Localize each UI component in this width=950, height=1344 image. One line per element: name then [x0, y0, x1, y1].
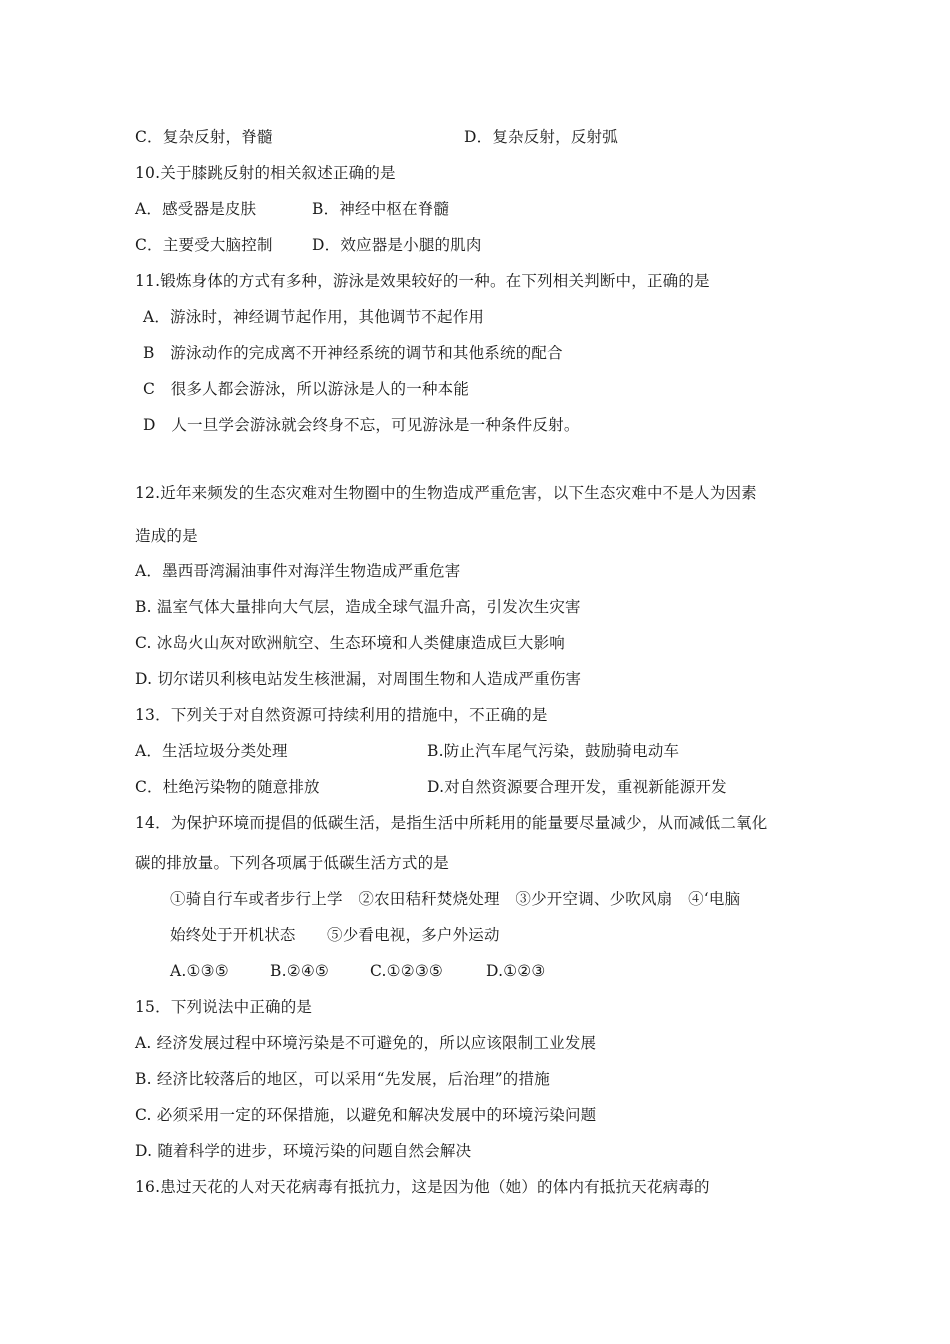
q12-stem-line2: 造成的是 — [135, 527, 198, 545]
q13-option-d: D.对自然资源要合理开发，重视新能源开发 — [427, 778, 727, 796]
q9-option-c: C．复杂反射，脊髓 — [135, 128, 273, 146]
q10-option-b: B．神经中枢在脊髓 — [312, 200, 450, 218]
q11-stem: 11.锻炼身体的方式有多种，游泳是效果较好的一种。在下列相关判断中，正确的是 — [135, 272, 710, 290]
q14-option-b: B.②④⑤ — [270, 962, 330, 980]
q15-option-c: C. 必须采用一定的环保措施，以避免和解决发展中的环境污染问题 — [135, 1106, 597, 1124]
q14-option-d: D.①②③ — [486, 962, 546, 980]
q15-stem: 15．下列说法中正确的是 — [135, 998, 313, 1016]
q12-stem-line1: 12.近年来频发的生态灾难对生物圈中的生物造成严重危害，以下生态灾难中不是人为因素 — [135, 484, 757, 502]
q10-stem: 10.关于膝跳反射的相关叙述正确的是 — [135, 164, 396, 182]
q11-option-a: A．游泳时，神经调节起作用，其他调节不起作用 — [143, 308, 485, 326]
q11-option-d: D 人一旦学会游泳就会终身不忘，可见游泳是一种条件反射。 — [143, 416, 580, 434]
q14-stem-line1: 14．为保护环境而提倡的低碳生活，是指生活中所耗用的能量要尽量减少，从而减低二氧化 — [135, 814, 768, 832]
q14-stem-line2: 碳的排放量。下列各项属于低碳生活方式的是 — [135, 854, 450, 872]
q10-option-c: C．主要受大脑控制 — [135, 236, 273, 254]
q14-items-line2: 始终处于开机状态 ⑤少看电视，多户外运动 — [170, 926, 500, 944]
q12-option-c: C. 冰岛火山灰对欧洲航空、生态环境和人类健康造成巨大影响 — [135, 634, 565, 652]
q11-option-c: C 很多人都会游泳，所以游泳是人的一种本能 — [143, 380, 470, 398]
q12-option-b: B. 温室气体大量排向大气层，造成全球气温升高，引发次生灾害 — [135, 598, 581, 616]
q14-option-c: C.①②③⑤ — [370, 962, 444, 980]
q15-option-d: D. 随着科学的进步，环境污染的问题自然会解决 — [135, 1142, 472, 1160]
q15-option-a: A. 经济发展过程中环境污染是不可避免的，所以应该限制工业发展 — [135, 1034, 597, 1052]
q10-option-d: D．效应器是小腿的肌肉 — [312, 236, 482, 254]
q15-option-b: B. 经济比较落后的地区，可以采用“先发展，后治理”的措施 — [135, 1070, 550, 1088]
q13-option-a: A．生活垃圾分类处理 — [135, 742, 288, 760]
q11-option-b: B 游泳动作的完成离不开神经系统的调节和其他系统的配合 — [143, 344, 563, 362]
q14-items-line1: ①骑自行车或者步行上学 ②农田秸秆焚烧处理 ③少开空调、少吹风扇 ④‘电脑 — [170, 890, 741, 908]
q13-option-c: C．杜绝污染物的随意排放 — [135, 778, 320, 796]
q12-option-a: A．墨西哥湾漏油事件对海洋生物造成严重危害 — [135, 562, 461, 580]
q10-option-a: A．感受器是皮肤 — [135, 200, 257, 218]
q9-option-d: D．复杂反射，反射弧 — [464, 128, 618, 146]
q16-stem: 16.患过天花的人对天花病毒有抵抗力，这是因为他（她）的体内有抵抗天花病毒的 — [135, 1178, 710, 1196]
q13-stem: 13．下列关于对自然资源可持续利用的措施中，不正确的是 — [135, 706, 548, 724]
q13-option-b: B.防止汽车尾气污染，鼓励骑电动车 — [427, 742, 680, 760]
q14-option-a: A.①③⑤ — [170, 962, 229, 980]
q12-option-d: D. 切尔诺贝利核电站发生核泄漏，对周围生物和人造成严重伤害 — [135, 670, 582, 688]
